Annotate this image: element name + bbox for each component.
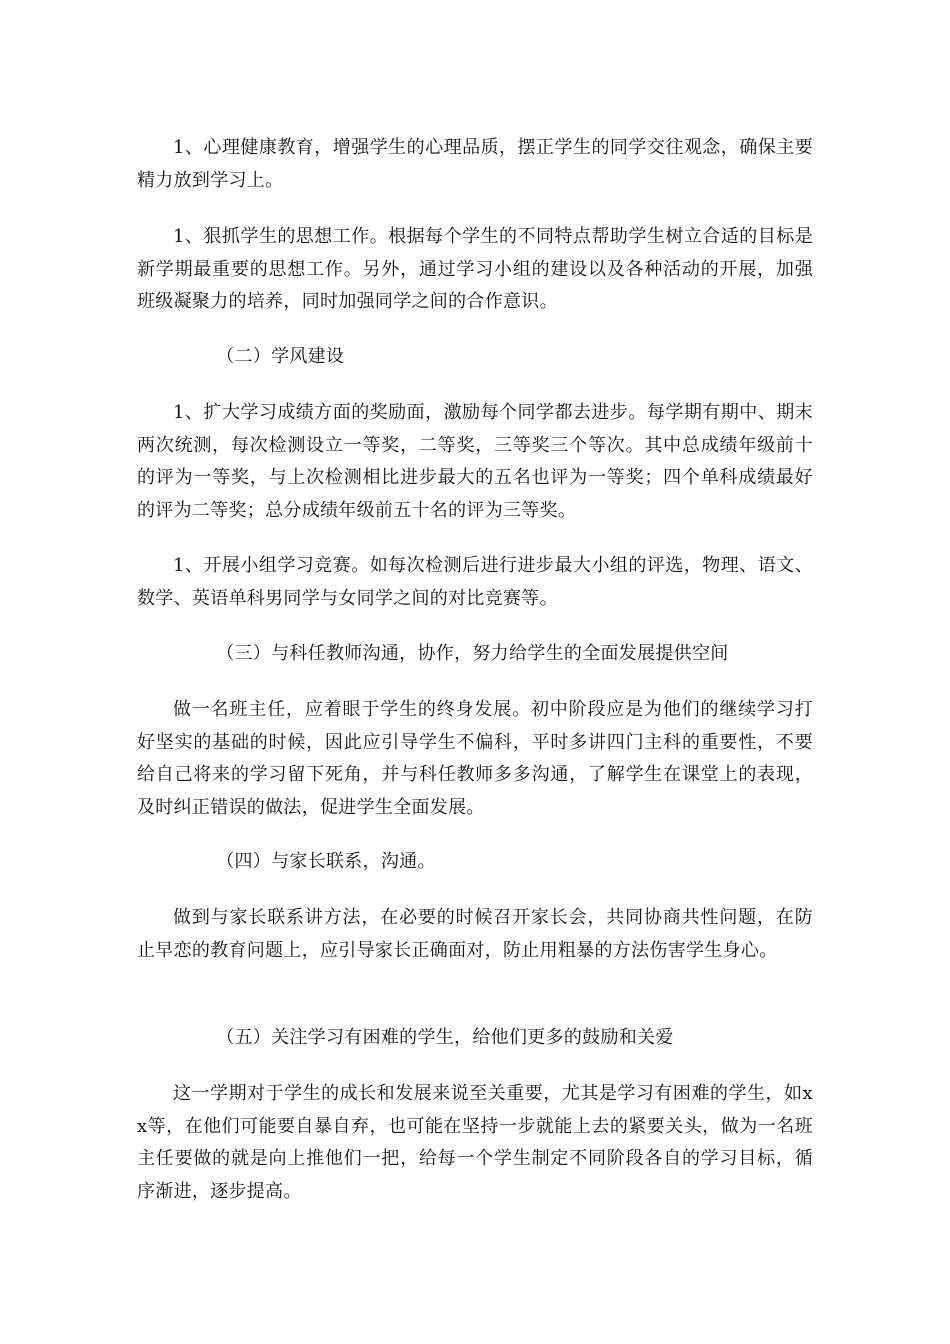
paragraph-rewards: 1、扩大学习成绩方面的奖励面，激励每个同学都去进步。每学期有期中、期末两次统测，每次检测设立一等奖，二等奖，三等奖三个等次。其中总成绩年级前十的评为一等奖，与上次检测相比进步最大的五名也评为一等奖；四个单科成绩最好的评为二等奖；总分成绩年级前五十名的评为三等奖。 [137, 402, 813, 521]
section-heading-teacher-communication: （三）与科任教师沟通，协作，努力给学生的全面发展提供空间 [216, 643, 729, 664]
section-heading-study-style: （二）学风建设 [216, 346, 345, 367]
section-heading-struggling-students: （五）关注学习有困难的学生，给他们更多的鼓励和关爱 [216, 1027, 674, 1048]
paragraph-struggling-students: 这一学期对于学生的成长和发展来说至关重要，尤其是学习有困难的学生，如xx等，在他们可能要自暴自弃，也可能在坚持一步就能上去的紧要关头，做为一名班主任要做的就是向上推他们一把，给每一个学生制定不同阶段各自的学习目标，循序渐进，逐步提高。 [137, 1083, 813, 1202]
section-heading-parent-contact: （四）与家长联系，沟通。 [216, 851, 436, 872]
paragraph-group-competition: 1、开展小组学习竞赛。如每次检测后进行进步最大小组的评选，物理、语文、数学、英语单科男同学与女同学之间的对比竞赛等。 [137, 555, 813, 609]
paragraph-ideological-work: 1、狠抓学生的思想工作。根据每个学生的不同特点帮助学生树立合适的目标是新学期最重要的思想工作。另外，通过学习小组的建设以及各种活动的开展，加强班级凝聚力的培养，同时加强同学之间的合作意识。 [137, 226, 813, 312]
paragraph-parent-methods: 做到与家长联系讲方法，在必要的时候召开家长会，共同协商共性问题，在防止早恋的教育问题上，应引导家长正确面对，防止用粗暴的方法伤害学生身心。 [137, 907, 813, 961]
paragraph-mental-health: 1、心理健康教育，增强学生的心理品质，摆正学生的同学交往观念，确保主要精力放到学习上。 [137, 137, 813, 191]
paragraph-class-teacher-role: 做一名班主任，应着眼于学生的终身发展。初中阶段应是为他们的继续学习打好坚实的基础的时候，因此应引导学生不偏科，平时多讲四门主科的重要性，不要给自己将来的学习留下死角，并与科任教师多多沟通，了解学生在课堂上的表现，及时纠正错误的做法，促进学生全面发展。 [137, 699, 813, 818]
